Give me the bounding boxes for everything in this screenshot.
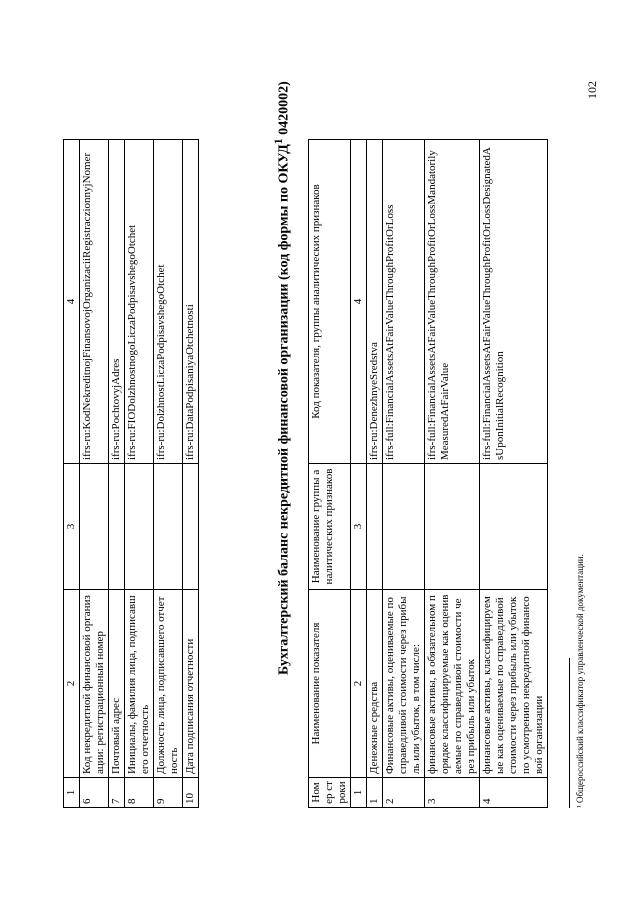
row-code: ifrs-ru:KodNekreditnojFinansovojOrganizaciiRegistraczionnyjNomer: [80, 140, 109, 464]
row-number: 6: [80, 778, 109, 808]
header-cell: 1: [64, 778, 80, 808]
row-code: ifrs-ru:FIODolzhnostnogoLiczaPodpisavshegoOtchet: [125, 140, 154, 464]
header-cell: Код показателя, группы аналитических признаков: [309, 140, 351, 464]
row-number: 8: [125, 778, 154, 808]
row-group: [480, 464, 548, 590]
row-code: ifrs-full:FinancialAssetsAtFairValueThroughProfitOrLossMandatorilyMeasuredAtFairValue: [425, 140, 480, 464]
row-code: ifrs-ru:DolzhnostLiczaPodpisavshegoOtchet: [154, 140, 183, 464]
table-row: [109, 140, 125, 808]
row-group: [80, 464, 109, 590]
row-code: ifrs-ru:DenezhnyeSredstva: [367, 140, 383, 464]
header-cell: 4: [64, 140, 80, 464]
footnote: ¹ Общероссийский классификатор управленческой документации.: [575, 554, 585, 808]
row-group: [125, 464, 154, 590]
header-number-cell: 1: [351, 778, 367, 808]
row-number: 7: [109, 778, 125, 808]
header-cell: Наименование показателя: [309, 590, 351, 778]
footnote-marker: 1: [272, 138, 285, 145]
row-number: 4: [480, 778, 548, 808]
table-row: [154, 140, 183, 808]
title-end: 0420002): [276, 81, 292, 139]
header-cell: 2: [64, 590, 80, 778]
footnote-divider: [569, 658, 570, 808]
row-number: 1: [367, 778, 383, 808]
continuation-table: [63, 139, 199, 808]
header-number-cell: 3: [351, 464, 367, 590]
table-header-row: [64, 140, 80, 808]
header-cell: Наименование группы аналитических признаков: [309, 464, 351, 590]
row-name: Инициалы, фамилия лица, подписавшего отчетность: [125, 590, 154, 778]
row-code: ifrs-full:FinancialAssetsAtFairValueThroughProfitOrLossDesignatedAsUponInitialRecognition: [480, 140, 548, 464]
table-header-numbers-row: [351, 140, 367, 808]
row-name: Финансовые активы, оцениваемые по справедливой стоимости через прибыль или убыток, в том числе:: [383, 590, 425, 778]
section-title: [272, 81, 293, 675]
row-group: [183, 464, 199, 590]
row-group: [109, 464, 125, 590]
row-number: 9: [154, 778, 183, 808]
row-group: [383, 464, 425, 590]
row-name: Дата подписания отчетности: [183, 590, 199, 778]
row-number: 2: [383, 778, 425, 808]
row-group: [367, 464, 383, 590]
table-row: [480, 140, 548, 808]
row-name: Код некредитной финансовой организации: регистрационный номер: [80, 590, 109, 778]
header-cell: Номер строки: [309, 778, 351, 808]
row-number: 10: [183, 778, 199, 808]
row-code: ifrs-ru:PochtovyjAdres: [109, 140, 125, 464]
balance-table: [308, 139, 548, 808]
row-group: [425, 464, 480, 590]
header-number-cell: 2: [351, 590, 367, 778]
row-code: ifrs-ru:DataPodpisaniyaOtchetnosti: [183, 140, 199, 464]
row-name: Почтовый адрес: [109, 590, 125, 778]
row-name: финансовые активы, в обязательном порядке классифицируемые как оцениваемые по справедливой стоимости через прибыль или убыток: [425, 590, 480, 778]
row-name: финансовые активы, классифицируемые как оцениваемые по справедливой стоимости через прибыль или убыток по усмотрению некредитной финансовой организации: [480, 590, 548, 778]
header-cell: 3: [64, 464, 80, 590]
page-number: 102: [585, 81, 599, 99]
row-code: ifrs-full:FinancialAssetsAtFairValueThroughProfitOrLoss: [383, 140, 425, 464]
row-number: 3: [425, 778, 480, 808]
table-row: [383, 140, 425, 808]
table-row: [183, 140, 199, 808]
header-number-cell: 4: [351, 140, 367, 464]
table-row: [367, 140, 383, 808]
table-row: [80, 140, 109, 808]
title-text: Бухгалтерский баланс некредитной финансовой организации (код формы по ОКУД: [276, 144, 292, 675]
table-row: [125, 140, 154, 808]
row-group: [154, 464, 183, 590]
row-name: Должность лица, подписавшего отчетность: [154, 590, 183, 778]
table-header-row: [309, 140, 351, 808]
table-row: [425, 140, 480, 808]
row-name: Денежные средства: [367, 590, 383, 778]
